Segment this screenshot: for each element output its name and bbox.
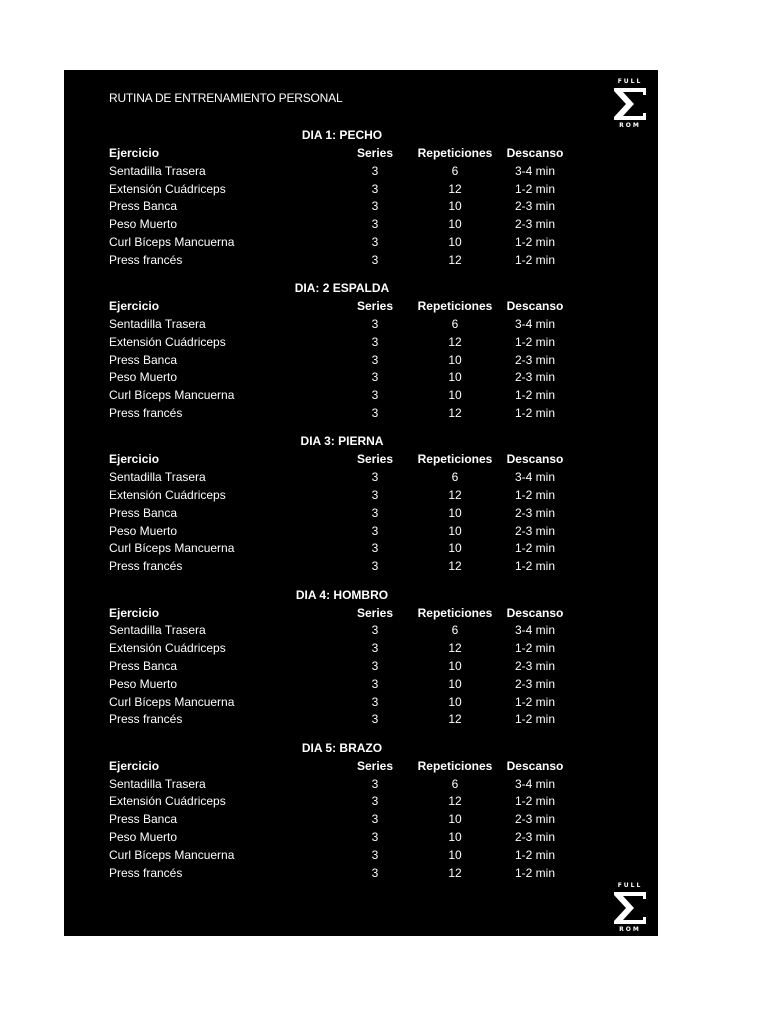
reps-cell: 6 [451, 163, 459, 178]
rest-cell: 3-4 min [514, 623, 555, 638]
rest-cell: 3-4 min [514, 163, 555, 178]
header-rest: Descanso [506, 758, 564, 773]
reps-cell: 6 [451, 776, 459, 791]
rest-cell: 1-2 min [514, 334, 555, 349]
exercise-cell: Press Banca [109, 812, 178, 827]
header-exercise: Ejercicio [109, 452, 160, 467]
header-rest: Descanso [506, 605, 564, 620]
reps-cell: 10 [448, 352, 462, 367]
table-header-row [109, 606, 579, 623]
logo-top-word: FULL [617, 78, 643, 85]
series-cell: 3 [371, 829, 379, 844]
rest-cell: 1-2 min [514, 181, 555, 196]
reps-cell: 6 [451, 623, 459, 638]
table-header-row [109, 146, 579, 163]
rest-cell: 1-2 min [514, 388, 555, 403]
header-reps: Repeticiones [417, 605, 493, 620]
day-heading: DIA 3: PIERNA [300, 434, 384, 449]
reps-cell: 6 [451, 316, 459, 331]
reps-cell: 10 [448, 370, 462, 385]
exercise-cell: Extensión Cuádriceps [109, 181, 226, 196]
reps-cell: 10 [448, 235, 462, 249]
table-row [109, 182, 579, 199]
reps-cell: 12 [448, 712, 462, 727]
exercise-cell: Peso Muerto [109, 370, 178, 385]
table-row [109, 199, 579, 216]
exercise-cell: Press francés [109, 865, 183, 880]
reps-cell: 10 [448, 829, 462, 844]
header-exercise: Ejercicio [109, 299, 160, 314]
series-cell: 3 [371, 694, 379, 709]
table-row [109, 253, 579, 270]
reps-cell: 10 [448, 847, 462, 862]
reps-cell: 12 [448, 487, 462, 502]
header-series: Series [356, 299, 394, 314]
series-cell: 3 [371, 316, 379, 331]
rest-cell: 2-3 min [514, 505, 555, 520]
exercise-cell: Peso Muerto [109, 523, 178, 538]
header-reps: Repeticiones [417, 299, 493, 314]
header-exercise: Ejercicio [109, 758, 160, 773]
series-cell: 3 [371, 847, 379, 862]
table-row [109, 812, 579, 829]
table-row [109, 830, 579, 847]
table-row [109, 406, 579, 423]
header-rest: Descanso [506, 299, 564, 314]
exercise-cell: Press francés [109, 252, 183, 267]
header-exercise: Ejercicio [109, 146, 160, 160]
series-cell: 3 [371, 623, 379, 638]
table-row [109, 217, 579, 234]
exercise-cell: Press Banca [109, 352, 178, 367]
rest-cell: 1-2 min [514, 847, 555, 862]
rest-cell: 3-4 min [514, 316, 555, 331]
exercise-cell: Sentadilla Trasera [109, 623, 206, 638]
reps-cell: 10 [448, 676, 462, 691]
header-reps: Repeticiones [417, 452, 493, 467]
exercise-cell: Curl Bíceps Mancuerna [109, 541, 235, 556]
table-row [109, 777, 579, 794]
exercise-cell: Peso Muerto [109, 676, 178, 691]
reps-cell: 10 [448, 505, 462, 520]
exercise-cell: Extensión Cuádriceps [109, 487, 226, 502]
reps-cell: 10 [448, 199, 462, 214]
rest-cell: 1-2 min [514, 694, 555, 709]
table-row [109, 794, 579, 811]
table-row [109, 488, 579, 505]
day-heading: DIA 5: BRAZO [301, 740, 383, 755]
exercise-cell: Extensión Cuádriceps [109, 794, 226, 809]
header-rest: Descanso [506, 146, 564, 160]
exercise-cell: Press francés [109, 559, 183, 574]
exercise-cell: Sentadilla Trasera [109, 776, 206, 791]
full-rom-logo-top [610, 78, 650, 128]
reps-cell: 12 [448, 559, 462, 574]
table-row [109, 659, 579, 676]
table-row [109, 470, 579, 487]
rest-cell: 2-3 min [514, 199, 555, 214]
rest-cell: 2-3 min [514, 352, 555, 367]
header-rest: Descanso [506, 452, 564, 467]
exercise-cell: Sentadilla Trasera [109, 163, 206, 178]
reps-cell: 6 [451, 470, 459, 485]
exercise-cell: Sentadilla Trasera [109, 470, 206, 485]
rest-cell: 2-3 min [514, 676, 555, 691]
sigma-icon [612, 86, 648, 122]
exercise-cell: Curl Bíceps Mancuerna [109, 388, 235, 403]
exercise-cell: Curl Bíceps Mancuerna [109, 694, 235, 709]
rest-cell: 2-3 min [514, 829, 555, 844]
day-heading: DIA 1: PECHO [301, 128, 383, 142]
series-cell: 3 [371, 235, 379, 249]
table-row [109, 641, 579, 658]
series-cell: 3 [371, 641, 379, 656]
series-cell: 3 [371, 163, 379, 178]
reps-cell: 10 [448, 694, 462, 709]
table-row [109, 524, 579, 541]
rest-cell: 2-3 min [514, 370, 555, 385]
exercise-cell: Curl Bíceps Mancuerna [109, 847, 235, 862]
table-row [109, 677, 579, 694]
table-row [109, 541, 579, 558]
series-cell: 3 [371, 405, 379, 420]
table-row [109, 164, 579, 181]
header-reps: Repeticiones [417, 758, 493, 773]
exercise-cell: Peso Muerto [109, 829, 178, 844]
series-cell: 3 [371, 776, 379, 791]
reps-cell: 12 [448, 334, 462, 349]
logo-top-word: FULL [617, 882, 643, 889]
series-cell: 3 [371, 658, 379, 673]
header-series: Series [356, 452, 394, 467]
table-row [109, 712, 579, 729]
series-cell: 3 [371, 217, 379, 232]
series-cell: 3 [371, 352, 379, 367]
reps-cell: 12 [448, 865, 462, 880]
rest-cell: 1-2 min [514, 252, 555, 267]
exercise-cell: Press Banca [109, 658, 178, 673]
exercise-cell: Extensión Cuádriceps [109, 641, 226, 656]
table-row [109, 353, 579, 370]
series-cell: 3 [371, 676, 379, 691]
rest-cell: 2-3 min [514, 658, 555, 673]
rest-cell: 1-2 min [514, 235, 555, 249]
series-cell: 3 [371, 505, 379, 520]
table-row [109, 235, 579, 252]
exercise-cell: Press Banca [109, 505, 178, 520]
document-page [64, 70, 658, 936]
reps-cell: 12 [448, 641, 462, 656]
table-row [109, 506, 579, 523]
logo-bottom-word: ROM [619, 926, 641, 933]
exercise-cell: Curl Bíceps Mancuerna [109, 235, 235, 249]
series-cell: 3 [371, 334, 379, 349]
series-cell: 3 [371, 541, 379, 556]
table-row [109, 317, 579, 334]
reps-cell: 10 [448, 523, 462, 538]
table-header-row [109, 452, 579, 469]
series-cell: 3 [371, 865, 379, 880]
exercise-cell: Press francés [109, 405, 183, 420]
rest-cell: 1-2 min [514, 559, 555, 574]
series-cell: 3 [371, 487, 379, 502]
reps-cell: 12 [448, 794, 462, 809]
exercise-cell: Extensión Cuádriceps [109, 334, 226, 349]
series-cell: 3 [371, 388, 379, 403]
reps-cell: 10 [448, 541, 462, 556]
rest-cell: 3-4 min [514, 776, 555, 791]
header-reps: Repeticiones [417, 146, 493, 160]
series-cell: 3 [371, 470, 379, 485]
table-row [109, 335, 579, 352]
sigma-icon [612, 890, 648, 926]
series-cell: 3 [371, 794, 379, 809]
logo-bottom-word: ROM [619, 122, 641, 129]
rest-cell: 3-4 min [514, 470, 555, 485]
table-row [109, 695, 579, 712]
reps-cell: 10 [448, 388, 462, 403]
rest-cell: 2-3 min [514, 812, 555, 827]
rest-cell: 1-2 min [514, 405, 555, 420]
exercise-cell: Sentadilla Trasera [109, 316, 206, 331]
table-row [109, 848, 579, 865]
full-rom-logo-bottom [610, 882, 650, 932]
series-cell: 3 [371, 181, 379, 196]
table-row [109, 623, 579, 640]
reps-cell: 12 [448, 405, 462, 420]
reps-cell: 10 [448, 658, 462, 673]
series-cell: 3 [371, 559, 379, 574]
rest-cell: 1-2 min [514, 541, 555, 556]
table-header-row [109, 759, 579, 776]
table-row [109, 559, 579, 576]
header-exercise: Ejercicio [109, 605, 160, 620]
header-series: Series [356, 605, 394, 620]
rest-cell: 1-2 min [514, 641, 555, 656]
rest-cell: 1-2 min [514, 712, 555, 727]
day-heading: DIA 4: HOMBRO [295, 587, 389, 602]
exercise-cell: Peso Muerto [109, 217, 178, 232]
exercise-cell: Press francés [109, 712, 183, 727]
reps-cell: 12 [448, 252, 462, 267]
exercise-cell: Press Banca [109, 199, 178, 214]
rest-cell: 2-3 min [514, 217, 555, 232]
reps-cell: 10 [448, 217, 462, 232]
series-cell: 3 [371, 199, 379, 214]
reps-cell: 10 [448, 812, 462, 827]
table-row [109, 866, 579, 883]
table-row [109, 388, 579, 405]
series-cell: 3 [371, 370, 379, 385]
rest-cell: 2-3 min [514, 523, 555, 538]
day-heading: DIA: 2 ESPALDA [294, 281, 390, 296]
series-cell: 3 [371, 712, 379, 727]
table-row [109, 370, 579, 387]
header-series: Series [356, 146, 394, 160]
rest-cell: 1-2 min [514, 865, 555, 880]
header-series: Series [356, 758, 394, 773]
table-header-row [109, 299, 579, 316]
rest-cell: 1-2 min [514, 794, 555, 809]
reps-cell: 12 [448, 181, 462, 196]
series-cell: 3 [371, 252, 379, 267]
rest-cell: 1-2 min [514, 487, 555, 502]
series-cell: 3 [371, 523, 379, 538]
series-cell: 3 [371, 812, 379, 827]
document-title: RUTINA DE ENTRENAMIENTO PERSONAL [109, 91, 343, 105]
